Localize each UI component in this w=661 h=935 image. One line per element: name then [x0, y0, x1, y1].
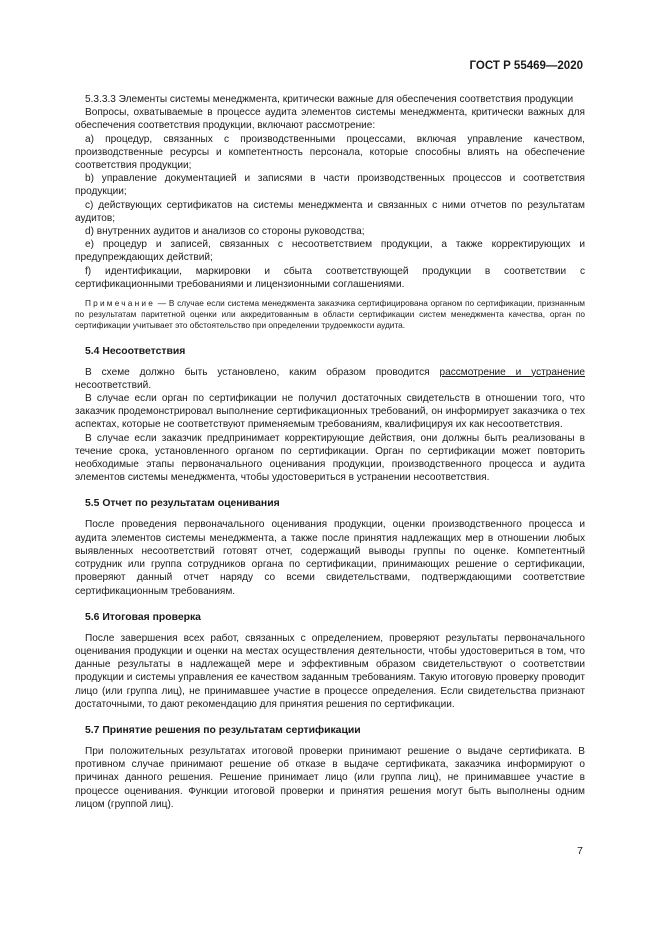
list-item-a: а) процедур, связанных с производственными процессами, включая управление качеством, производственные ресурсы и компетентность персонала, которые способны влиять на обеспечение соответствия продукции; [75, 133, 585, 172]
section-5-5-title: 5.5 Отчет по результатам оценивания [85, 498, 280, 510]
page-content [75, 93, 585, 811]
note [75, 298, 585, 332]
paragraph-text: В схеме должно быть установлено, каким образом проводится [85, 366, 440, 378]
paragraph-text: несоответствий. [75, 379, 152, 391]
standard-designation: ГОСТ Р 55469—2020 [469, 60, 583, 72]
section-5-6-paragraph-1: После завершения всех работ, связанных с определением, проверяют результаты первоначального оценивания продукции и оценки на местах осуществления деятельности, чтобы удостовериться в том, что данные результаты в надлежащей мере и эффективным образом свидетельствуют о соответствии продукции и системы управления ее качеством заданным требованиям. Такую итоговую проверку проводит лицо (или группа лиц), не принимавшее участие в процессе определения. Если свидетельства признают достаточными, то дают рекомендацию для принятия решения по сертификации. [75, 632, 585, 710]
list-item-c: c) действующих сертификатов на системы менеджмента и связанных с ними отчетов по результатам аудитов; [75, 199, 585, 224]
section-5-4-paragraph-3: В случае если заказчик предпринимает корректирующие действия, они должны быть реализованы в течение срока, установленного органом по сертификации. Орган по сертификации может повторить необходимые этапы первоначального оценивания продукции, производственного процесса и аудита элементов системы менеджмента, чтобы удостовериться в устранении несоответствия. [75, 432, 585, 484]
clause-5-3-3-3-heading: 5.3.3.3 Элементы системы менеджмента, критически важные для обеспечения соответствия продукции [85, 94, 574, 105]
list-item-b: b) управление документацией и записями в части производственных процессов и соответствия продукции; [75, 173, 585, 198]
list-item-e: e) процедур и записей, связанных с несоответствием продукции, а также корректирующих и предупреждающих действий; [75, 239, 585, 264]
section-5-4-paragraph-1 [75, 366, 585, 392]
note-label: Примечание [85, 298, 156, 309]
section-5-4-paragraph-2: В случае если орган по сертификации не получил достаточных свидетельств в отношении того, что заказчик продемонстрировал выполнение сертификационных требований, он информирует заказчика о тех аспектах, которые не соответствуют применяемым требованиям, квалифицируя их как несоответствия. [75, 393, 585, 431]
note-text: — В случае если система менеджмента заказчика сертифицирована органом по сертификации, признанным по результатам паритетной оценки или аккредитованным в области сертификации систем менеджмента качества, орган по сертификации учитывает это обстоятельство при определении трудоемкости аудита. [75, 298, 585, 331]
list-item-d: d) внутренних аудитов и анализов со стороны руководства; [85, 226, 365, 238]
section-5-6-title: 5.6 Итоговая проверка [85, 611, 201, 623]
list-item-f: f) идентификации, маркировки и сбыта соответствующей продукции в соответствии с сертификационными требованиями и лицензионными соглашениями. [75, 265, 585, 290]
page-number: 7 [577, 845, 583, 857]
section-5-7-title: 5.7 Принятие решения по результатам сертификации [85, 724, 361, 736]
underlined-phrase: рассмотрение и устранение [439, 366, 586, 378]
clause-5-3-3-3-intro: Вопросы, охватываемые в процессе аудита элементов системы менеджмента, критически важных для обеспечения соответствия продукции, включают рассмотрение: [75, 107, 585, 132]
section-5-4-title: 5.4 Несоответствия [85, 345, 186, 357]
section-5-5-paragraph-1: После проведения первоначального оценивания продукции, оценки производственного процесса и аудита элементов системы менеджмента, а также после принятия надлежащих мер в отношении любых выявленных несоответствий готовят отчет, содержащий выводы группы по оценке. Компетентный сотрудник или группа сотрудников органа по сертификации, принимающих решение о сертификации, проверяют данный отчет наряду со всеми свидетельствами, подтверждающими соответствие сертификационным требованиям. [75, 519, 585, 597]
section-5-7-paragraph-1: При положительных результатах итоговой проверки принимают решение о выдаче сертификата. В противном случае принимают решение об отказе в выдаче сертификата, заказчика информируют о причинах данного решения. Решение принимает лицо (или группа лиц), не принимавшее участие в процессе оценивания. Функции итоговой проверки и принятия решения могут быть выполнены одним лицом (группой лиц). [75, 745, 585, 810]
